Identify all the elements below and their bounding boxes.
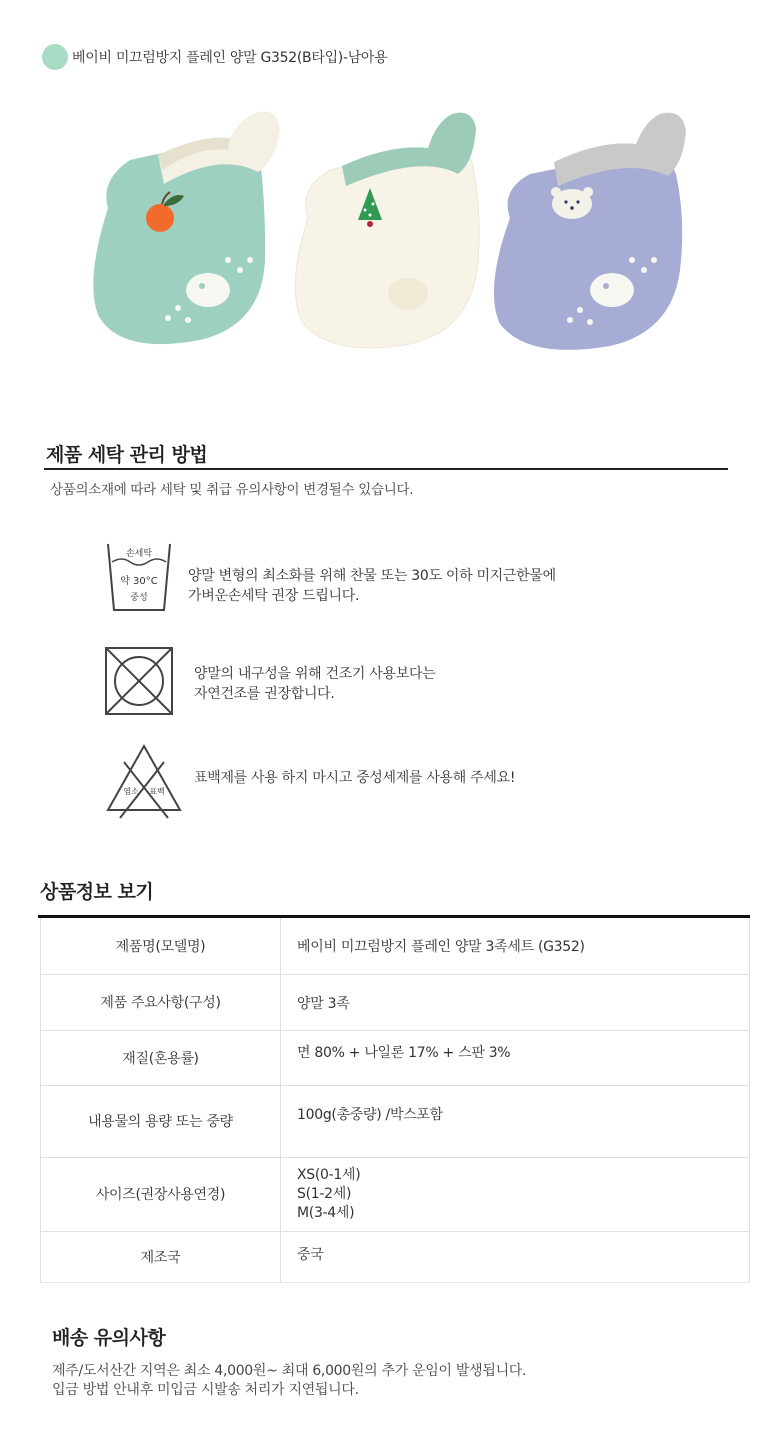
elephant-grip-icon: [590, 273, 634, 307]
care-text-hand-wash: [188, 566, 556, 606]
row-key: 재질(혼용률): [41, 1030, 281, 1085]
care-line: 양말 변형의 최소화를 위해 찬물 또는 30도 이하 미지근한물에: [188, 568, 556, 584]
no-bleach-right-text: 표백: [149, 787, 165, 796]
care-line: 자연건조를 권장합니다.: [194, 686, 335, 702]
care-line: 표백제를 사용 하지 마시고 중성세제를 사용해 주세요!: [194, 770, 516, 786]
sock-mint: [93, 111, 280, 344]
product-info-table: [40, 918, 750, 1283]
hand-wash-bottom-text: 중성: [130, 593, 148, 603]
no-bleach-icon: [104, 742, 184, 820]
row-key: 제품명(모델명): [41, 918, 281, 974]
elephant-grip-icon: [186, 273, 230, 307]
washing-title: 제품 세탁 관리 방법: [46, 444, 208, 466]
row-value: 베이비 미끄럼방지 플레인 양말 3족세트 (G352): [281, 918, 750, 974]
care-text-no-bleach: [194, 768, 515, 788]
table-row: [41, 1030, 750, 1085]
row-value: 100g(총중량) /박스포함: [281, 1085, 750, 1157]
no-tumble-dry-icon: [104, 646, 174, 716]
hand-wash-top-text: 손세탁: [125, 549, 153, 559]
washing-divider: [44, 468, 728, 470]
sock-lavender: [494, 113, 686, 350]
row-value: 면 80% + 나일론 17% + 스판 3%: [281, 1030, 750, 1085]
row-value: 중국: [281, 1231, 750, 1282]
care-line: 양말의 내구성을 위해 건조기 사용보다는: [194, 666, 436, 682]
no-bleach-left-text: 염소: [123, 787, 139, 796]
variant-label: 베이비 미끄럼방지 플레인 양말 G352(B타입)-남아용: [72, 50, 388, 66]
variant-header: [42, 44, 387, 70]
hand-wash-icon: [104, 540, 174, 614]
table-row: [41, 1231, 750, 1282]
sock-cream: [295, 113, 479, 348]
shipping-title: 배송 유의사항: [52, 1327, 166, 1349]
row-value: XS(0-1세) S(1-2세) M(3-4세): [281, 1157, 750, 1231]
washing-subtitle: 상품의소재에 따라 세탁 및 취급 유의사항이 변경될수 있습니다.: [50, 482, 414, 498]
row-value: 양말 3족: [281, 974, 750, 1030]
shipping-line: 입금 방법 안내후 미입금 시발송 처리가 지연됩니다.: [52, 1382, 359, 1398]
shipping-line: 제주/도서산간 지역은 최소 4,000원~ 최대 6,000원의 추가 운임이 발생됩니다.: [52, 1363, 527, 1379]
care-line: 가벼운손세탁 권장 드립니다.: [188, 588, 360, 604]
table-row: [41, 1157, 750, 1231]
row-key: 내용물의 용량 또는 중량: [41, 1085, 281, 1157]
row-key: 제품 주요사항(구성): [41, 974, 281, 1030]
product-socks-image: [80, 100, 720, 360]
table-row: [41, 974, 750, 1030]
variant-color-dot: [42, 44, 68, 70]
table-row: [41, 918, 750, 974]
product-info-title: 상품정보 보기: [40, 881, 154, 903]
row-key: 제조국: [41, 1231, 281, 1282]
table-row: [41, 1085, 750, 1157]
care-text-no-dryer: [194, 664, 435, 704]
row-key: 사이즈(권장사용연경): [41, 1157, 281, 1231]
hand-wash-mid-text: 약 30°C: [120, 576, 158, 587]
